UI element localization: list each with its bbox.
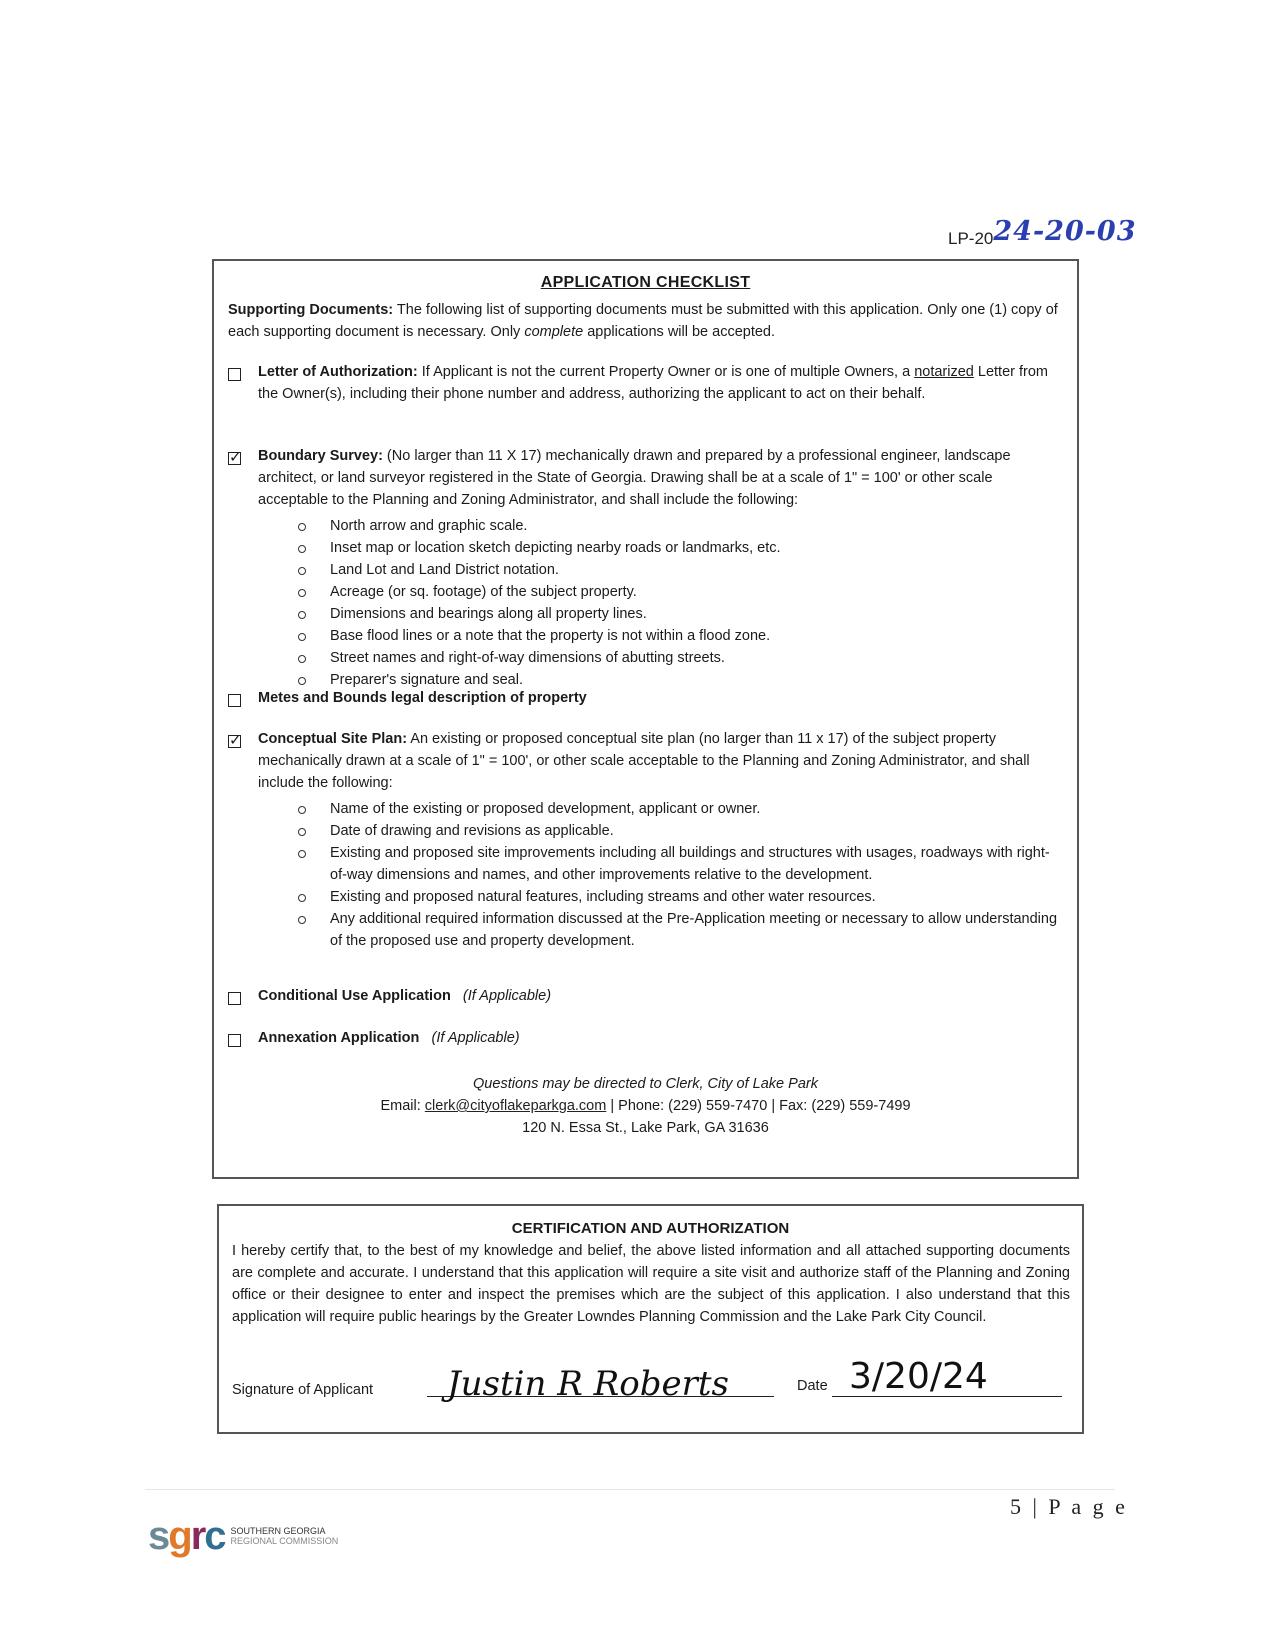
list-item-text: North arrow and graphic scale. xyxy=(330,518,528,534)
case-number-prefix: LP-20 xyxy=(948,229,994,248)
list-item xyxy=(298,537,781,559)
email-label: Email: xyxy=(380,1098,425,1114)
list-item xyxy=(298,798,1058,820)
bullet-icon xyxy=(298,850,306,858)
list-item-text: Street names and right-of-way dimensions of abutting streets. xyxy=(330,650,725,666)
list-item xyxy=(298,625,781,647)
list-item xyxy=(298,603,781,625)
checkbox-conditional-use[interactable] xyxy=(228,992,241,1005)
checkbox-boundary-survey[interactable]: ✓ xyxy=(229,449,242,466)
bullet-icon xyxy=(298,916,306,924)
sgrc-logo-icon xyxy=(148,1516,225,1556)
logo-text xyxy=(231,1526,339,1546)
item-metes-and-bounds xyxy=(258,687,1058,709)
list-item-text: Base flood lines or a note that the property is not within a flood zone. xyxy=(330,628,771,644)
logo-line-2: REGIONAL COMMISSION xyxy=(230,1536,339,1546)
logo-letter: r xyxy=(190,1514,205,1558)
supporting-documents-intro xyxy=(228,299,1063,343)
list-item-text: Preparer's signature and seal. xyxy=(330,672,523,688)
bullet-icon xyxy=(298,828,306,836)
intro-italic: complete xyxy=(524,324,584,340)
logo-letter: s xyxy=(148,1514,169,1558)
checklist-title: APPLICATION CHECKLIST xyxy=(540,274,751,291)
item-underlined: notarized xyxy=(914,364,974,380)
sgrc-logo xyxy=(148,1516,338,1556)
bullet-icon xyxy=(298,677,306,685)
list-item xyxy=(298,559,781,581)
intro-text-2: applications will be accepted. xyxy=(583,324,776,340)
list-item xyxy=(298,647,781,669)
bullet-icon xyxy=(298,611,306,619)
case-number xyxy=(948,216,1137,251)
checkbox-conceptual-site-plan[interactable]: ✓ xyxy=(229,732,242,749)
list-item xyxy=(298,908,1058,952)
list-item-text: Land Lot and Land District notation. xyxy=(330,562,559,578)
certification-box xyxy=(217,1204,1084,1434)
checkbox-annexation[interactable] xyxy=(228,1034,241,1047)
list-item xyxy=(298,515,781,537)
item-label: Annexation Application xyxy=(258,1030,420,1046)
contact-line xyxy=(214,1095,1077,1117)
signature-label: Signature of Applicant xyxy=(232,1382,374,1398)
checkbox-metes-and-bounds[interactable] xyxy=(228,694,241,707)
list-item-text: Date of drawing and revisions as applicable. xyxy=(330,823,614,839)
bullet-icon xyxy=(298,567,306,575)
email-link[interactable]: clerk@cityoflakeparkga.com xyxy=(424,1098,607,1114)
item-text: If Applicant is not the current Property Owner or is one of multiple Owners, a xyxy=(417,364,915,380)
item-annexation xyxy=(258,1027,1058,1049)
item-label: Metes and Bounds legal description of property xyxy=(258,690,587,706)
contact-question: Questions may be directed to Clerk, City of Lake Park xyxy=(473,1076,818,1092)
intro-text-1: The following list of supporting documents must be submitted with this application. Only one (1) copy of each supporting document is necessary. Only xyxy=(228,302,1058,340)
date-label: Date xyxy=(797,1378,828,1394)
item-label: Letter of Authorization: xyxy=(258,364,418,380)
intro-bold: Supporting Documents: xyxy=(228,302,394,318)
logo-line-1: SOUTHERN GEORGIA xyxy=(230,1526,326,1536)
list-item-text: Any additional required information discussed at the Pre-Application meeting or necessary to allow understanding of the proposed use and property development. xyxy=(330,911,1058,949)
list-item-text: Existing and proposed natural features, including streams and other water resources. xyxy=(330,889,876,905)
list-item-text: Acreage (or sq. footage) of the subject property. xyxy=(330,584,637,600)
item-letter-of-authorization xyxy=(258,361,1058,405)
boundary-survey-requirements xyxy=(298,515,781,691)
certification-text: I hereby certify that, to the best of my knowledge and belief, the above listed information and all attached supporting documents are complete and accurate. I understand that this application will require a site visit and authorize staff of the Planning and Zoning office or their designee to enter and inspect the premises which are the subject of this application. I also understand that this application will require public hearings by the Greater Lowndes Planning Commission and the Lake Park City Council. xyxy=(232,1243,1070,1325)
list-item xyxy=(298,842,1058,886)
site-plan-requirements xyxy=(298,798,1058,952)
bullet-icon xyxy=(298,806,306,814)
item-conditional-use xyxy=(258,985,1058,1007)
item-conceptual-site-plan xyxy=(258,728,1058,794)
bullet-icon xyxy=(298,894,306,902)
item-text: An existing or proposed conceptual site plan (no larger than 11 x 17) of the subject property mechanically drawn at a scale of 1" = 100', or other scale acceptable to the Planning and Zoning Administrator, and shall include the following: xyxy=(258,731,1030,791)
case-number-handwritten: 24-20-03 xyxy=(993,216,1137,247)
item-text: (No larger than 11 X 17) mechanically drawn and prepared by a professional engineer, landscape architect, or land surveyor registered in the State of Georgia. Drawing shall be at a scale of 1" = 100' or other scale acceptable to the Planning and Zoning Administrator, and shall include the following: xyxy=(258,448,1011,508)
signature-date: 3/20/24 xyxy=(849,1356,988,1397)
certification-title: CERTIFICATION AND AUTHORIZATION xyxy=(511,1220,790,1237)
list-item-text: Dimensions and bearings along all property lines. xyxy=(330,606,647,622)
item-note: (If Applicable) xyxy=(462,988,552,1004)
list-item xyxy=(298,886,1058,908)
item-label: Boundary Survey: xyxy=(258,448,383,464)
applicant-signature: Justin R Roberts xyxy=(447,1364,729,1404)
page-number: 5 | P a g e xyxy=(1010,1494,1128,1519)
bullet-icon xyxy=(298,633,306,641)
bullet-icon xyxy=(298,523,306,531)
item-label: Conditional Use Application xyxy=(258,988,451,1004)
list-item xyxy=(298,820,1058,842)
list-item-text: Name of the existing or proposed development, applicant or owner. xyxy=(330,801,761,817)
contact-address: 120 N. Essa St., Lake Park, GA 31636 xyxy=(522,1120,769,1136)
list-item xyxy=(298,581,781,603)
logo-letter: c xyxy=(204,1514,225,1558)
application-checklist-box xyxy=(212,259,1079,1179)
list-item-text: Inset map or location sketch depicting nearby roads or landmarks, etc. xyxy=(330,540,781,556)
checkbox-letter-of-authorization[interactable] xyxy=(228,368,241,381)
item-note: (If Applicable) xyxy=(431,1030,520,1046)
bullet-icon xyxy=(298,655,306,663)
item-text: Letter from the Owner(s), including their phone number and address, authorizing the applicant to act on their behalf. xyxy=(258,364,1048,402)
item-label: Conceptual Site Plan: xyxy=(258,731,408,747)
bullet-icon xyxy=(298,545,306,553)
list-item-text: Existing and proposed site improvements including all buildings and structures with usages, roadways with right-of-way dimensions and names, and other improvements relative to the development. xyxy=(330,845,1050,883)
item-boundary-survey xyxy=(258,445,1058,511)
bullet-icon xyxy=(298,589,306,597)
footer-divider xyxy=(145,1489,1115,1490)
phone-fax: | Phone: (229) 559-7470 | Fax: (229) 559-7499 xyxy=(606,1098,911,1114)
contact-block xyxy=(214,1073,1077,1139)
logo-letter: g xyxy=(168,1514,191,1558)
